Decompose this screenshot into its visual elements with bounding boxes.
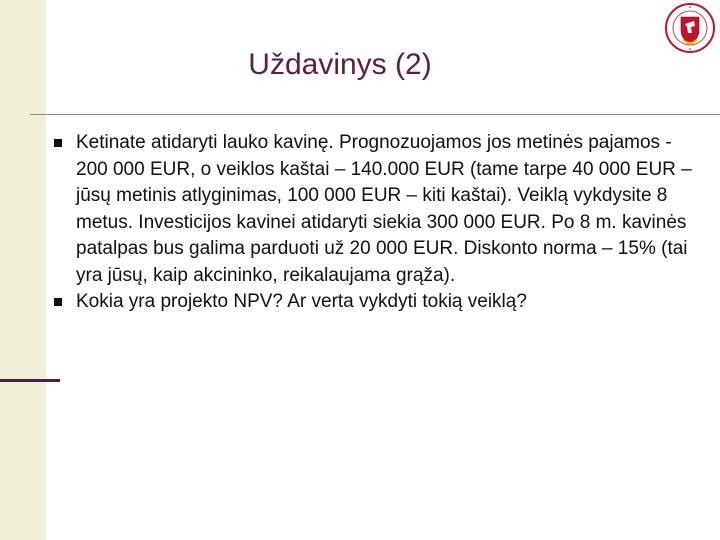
bullet-list: [52, 130, 692, 316]
university-seal-icon: [664, 2, 716, 54]
square-bullet-icon: [54, 139, 62, 147]
bullet-item: [52, 130, 692, 289]
bullet-item: [52, 289, 692, 316]
bullet-text: Kokia yra projekto NPV? Ar verta vykdyti tokią veiklą?: [76, 291, 527, 312]
square-bullet-icon: [54, 298, 62, 306]
slide-title: Uždavinys (2): [248, 48, 432, 81]
title-divider: [30, 114, 720, 115]
side-decor-band: [0, 0, 46, 540]
accent-divider: [0, 379, 60, 382]
bullet-text: Ketinate atidaryti lauko kavinę. Prognozuojamos jos metinės pajamos - 200 000 EUR, o veiklos kaštai – 140.000 EUR (tame tarpe 40 000 EUR – jūsų metinis atlyginimas, 100 000 EUR – kiti kaštai). Veiklą vykdysite 8 metus. Investicijos kavinei atidaryti siekia 300 000 EUR. Po 8 m. kavinės patalpas bus galima parduoti už 20 000 EUR. Diskonto norma – 15% (tai yra jūsų, kaip akcininko, reikalaujama grąža).: [76, 132, 692, 286]
